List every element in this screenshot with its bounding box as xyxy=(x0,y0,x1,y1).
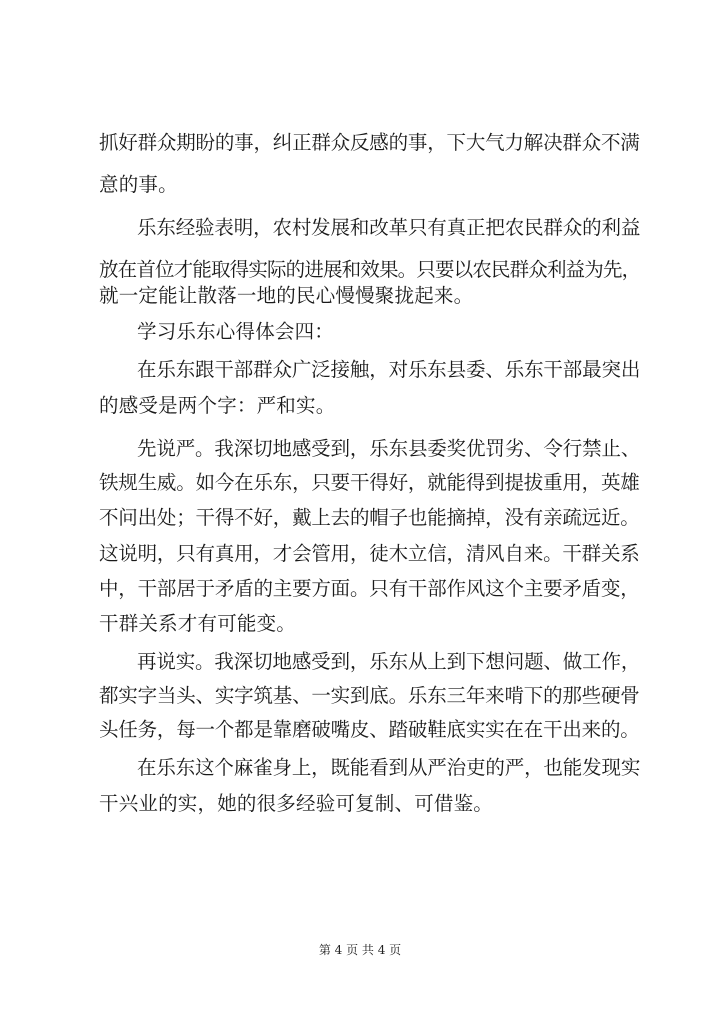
body-line: 先说严。我深切地感受到，乐东县委奖优罚劣、令行禁止、 xyxy=(137,437,641,460)
body-line: 放在首位才能取得实际的进展和效果。只要以农民群众利益为先， xyxy=(99,258,641,281)
body-line: 的感受是两个字：严和实。 xyxy=(99,394,336,417)
body-line: 抓好群众期盼的事，纠正群众反感的事，下大气力解决群众不满 xyxy=(99,131,640,154)
body-line: 在乐东这个麻雀身上，既能看到从严治吏的严，也能发现实 xyxy=(137,756,641,779)
body-line: 乐东经验表明，农村发展和改革只有真正把农民群众的利益 xyxy=(137,216,641,239)
body-line: 不问出处；干得不好，戴上去的帽子也能摘掉，没有亲疏远近。 xyxy=(99,506,640,529)
page-number-footer: 第 4 页 共 4 页 xyxy=(318,943,402,957)
body-line: 干群关系才有可能变。 xyxy=(99,612,297,635)
body-line: 中，干部居于矛盾的主要方面。只有干部作风这个主要矛盾变， xyxy=(99,577,640,600)
body-line: 这说明，只有真用，才会管用，徒木立信，清风自来。干群关系 xyxy=(99,542,640,565)
body-line: 学习乐东心得体会四： xyxy=(137,320,335,343)
body-line: 铁规生威。如今在乐东，只要干得好，就能得到提拔重用，英雄 xyxy=(99,471,640,494)
body-line: 就一定能让散落一地的民心慢慢聚拢起来。 xyxy=(99,284,474,307)
body-line: 再说实。我深切地感受到，乐东从上到下想问题、做工作， xyxy=(137,650,641,673)
body-line: 干兴业的实，她的很多经验可复制、可借鉴。 xyxy=(99,792,494,815)
body-line: 在乐东跟干部群众广泛接触，对乐东县委、乐东干部最突出 xyxy=(137,358,641,381)
body-line: 意的事。 xyxy=(99,173,178,196)
body-line: 头任务，每一个都是靠磨破嘴皮、踏破鞋底实实在在干出来的。 xyxy=(99,718,640,741)
body-line: 都实字当头、实字筑基、一实到底。乐东三年来啃下的那些硬骨 xyxy=(99,684,640,707)
